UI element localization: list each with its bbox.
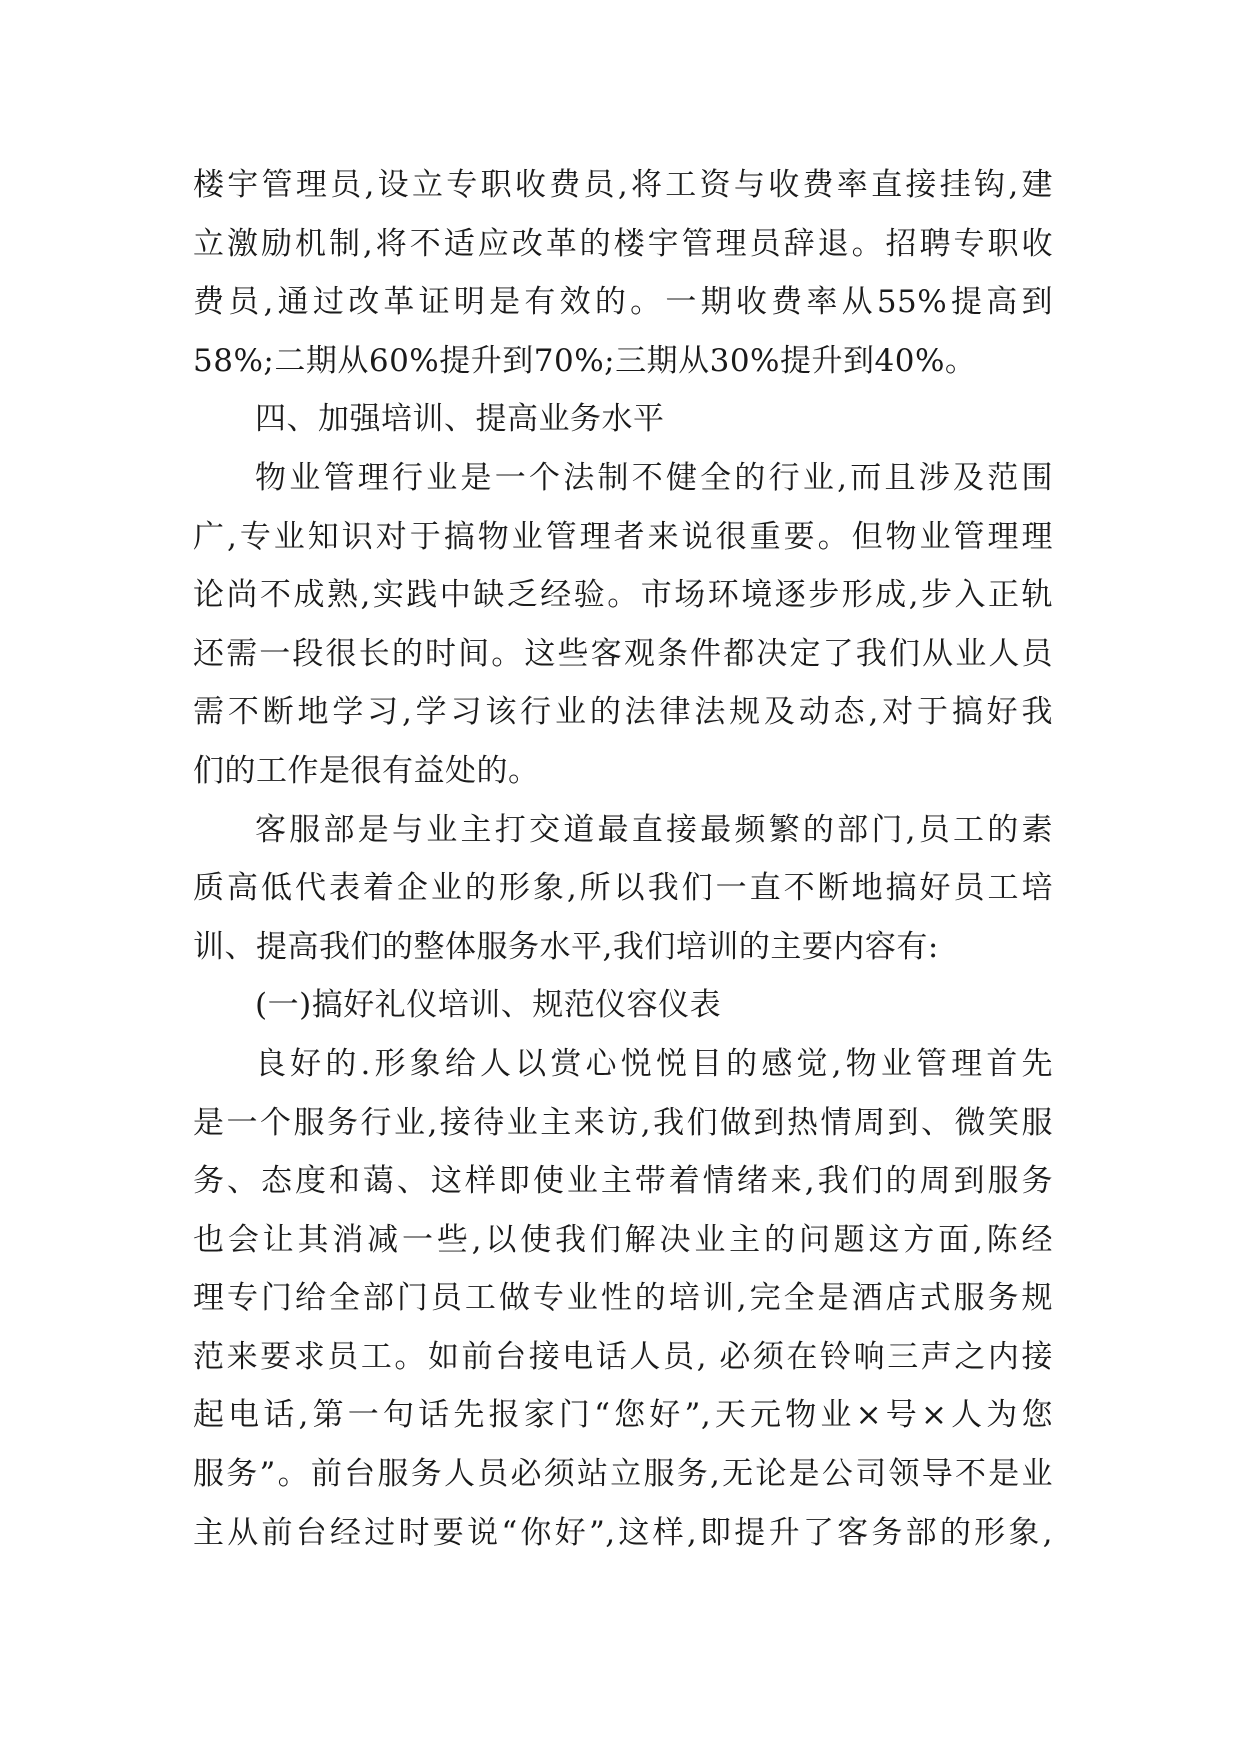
text-line: 还需一段很长的时间。这些客观条件都决定了我们从业人员 [193, 635, 1053, 672]
text-line: 服务”。前台服务人员必须站立服务,无论是公司领导不是业 [193, 1456, 1053, 1493]
text-line: 训、提高我们的整体服务水平,我们培训的主要内容有: [193, 928, 939, 965]
text-line: 论尚不成熟,实践中缺乏经验。市场环境逐步形成,步入正轨 [193, 577, 1053, 614]
text-line: 立激励机制,将不适应改革的楼宇管理员辞退。招聘专职收 [193, 225, 1053, 262]
text-line: 理专门给全部门员工做专业性的培训,完全是酒店式服务规 [193, 1280, 1053, 1317]
body-text [193, 156, 1053, 1562]
text-line: 广,专业知识对于搞物业管理者来说很重要。但物业管理理 [193, 518, 1053, 555]
text-line: 58%;二期从60%提升到70%;三期从30%提升到40%。 [193, 342, 977, 379]
text-line: 需不断地学习,学习该行业的法律法规及动态,对于搞好我 [193, 694, 1053, 731]
text-line: 费员,通过改革证明是有效的。一期收费率从55%提高到 [193, 284, 1053, 321]
text-line: 主从前台经过时要说“你好”,这样,即提升了客务部的形象, [193, 1514, 1053, 1551]
text-line: 范来要求员工。如前台接电话人员, 必须在铃响三声之内接 [193, 1338, 1053, 1375]
subsection-heading: (一)搞好礼仪培训、规范仪容仪表 [255, 987, 722, 1024]
text-line: 客服部是与业主打交道最直接最频繁的部门,员工的素 [255, 811, 1053, 848]
text-line: 也会让其消减一些,以使我们解决业主的问题这方面,陈经 [193, 1221, 1053, 1258]
text-line: 是一个服务行业,接待业主来访,我们做到热情周到、微笑服 [193, 1104, 1053, 1141]
text-line: 良好的.形象给人以赏心悦悦目的感觉,物业管理首先 [255, 1045, 1053, 1082]
section-heading: 四、加强培训、提高业务水平 [255, 401, 665, 438]
text-line: 们的工作是很有益处的。 [193, 752, 540, 789]
text-line: 起电话,第一句话先报家门“您好”,天元物业×号×人为您 [193, 1397, 1053, 1434]
text-line: 楼宇管理员,设立专职收费员,将工资与收费率直接挂钩,建 [193, 167, 1053, 203]
text-line: 物业管理行业是一个法制不健全的行业,而且涉及范围 [255, 459, 1053, 496]
text-line: 务、态度和蔼、这样即使业主带着情绪来,我们的周到服务 [193, 1163, 1053, 1200]
text-line: 质高低代表着企业的形象,所以我们一直不断地搞好员工培 [193, 870, 1053, 907]
